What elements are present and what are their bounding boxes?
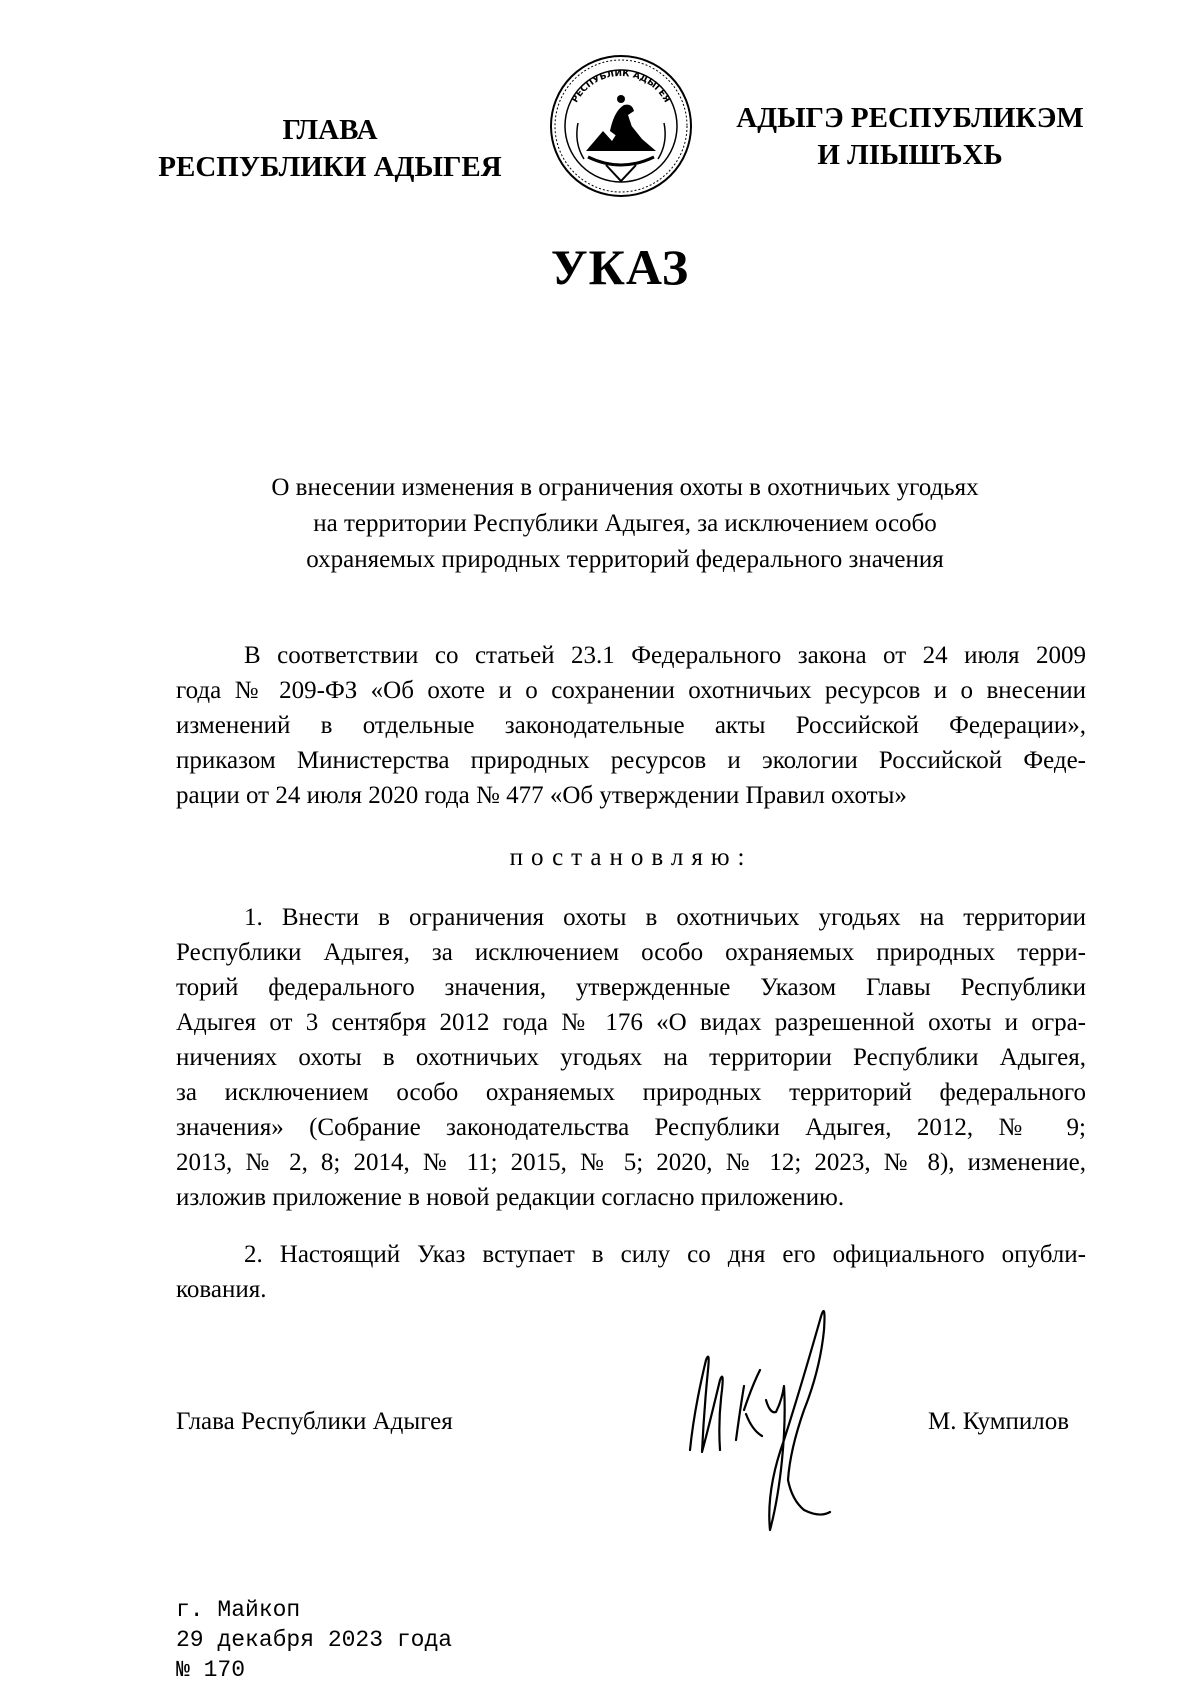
item-1-line: Адыгея от 3 сентября 2012 года № 176 «О видах разрешенной охоты и огра- [176,1009,1086,1036]
item-1-paragraph [176,900,1086,1215]
header-left-line1: ГЛАВА [282,114,378,146]
header-right-line1: АДЫГЭ РЕСПУБЛИКЭМ [736,102,1084,134]
document-title: УКАЗ [550,239,690,295]
subject-line: О внесении изменения в ограничения охоты в охотничьих угодьях [271,474,979,501]
header-left [150,112,510,186]
handwritten-signature [680,1290,890,1540]
decree-word: постановляю: [509,844,753,871]
item-1-line: значения» (Собрание законодательства Республики Адыгея, 2012, № 9; [176,1114,1086,1141]
item-2-paragraph [176,1237,1086,1307]
preamble-line: В соответствии со статьей 23.1 Федерального закона от 24 июля 2009 [244,642,1086,669]
item-1-line: Республики Адыгея, за исключением особо охраняемых природных терри- [176,939,1086,966]
item-1-line: 1. Внести в ограничения охоты в охотничьих угодьях на территории [244,904,1086,931]
document-subject [190,470,1060,578]
preamble-line: приказом Министерства природных ресурсов и экологии Российской Феде- [176,747,1086,774]
emblem-text: РЕСПУБЛИК АДЫГЕЯ [570,68,672,105]
item-1-line: 2013, № 2, 8; 2014, № 11; 2015, № 5; 2020, № 12; 2023, № 8), изменение, [176,1149,1086,1176]
item-1-line: ничениях охоты в охотничьих угодьях на территории Республики Адыгея, [176,1044,1086,1071]
emblem-seal [548,53,694,199]
preamble-line: года № 209-ФЗ «Об охоте и о сохранении охотничьих ресурсов и о внесении [176,677,1086,704]
signatory-title: Глава Республики Адыгея [176,1408,453,1435]
item-1-line: торий федерального значения, утвержденные Указом Главы Республики [176,974,1086,1001]
header-left-line2: РЕСПУБЛИКИ АДЫГЕЯ [158,151,502,183]
preamble-paragraph [176,638,1086,813]
item-1-line: за исключением особо охраняемых природных территорий федерального [176,1079,1086,1106]
item-2-line: кования. [176,1276,267,1303]
footer-city: г. Майкоп [176,1597,301,1623]
footer-date: 29 декабря 2023 года [176,1627,453,1653]
footer-number: № 170 [176,1657,246,1683]
preamble-line: рации от 24 июля 2020 года № 477 «Об утверждении Правил охоты» [176,782,907,809]
subject-line: на территории Республики Адыгея, за исключением особо [313,510,937,537]
document-footer [176,1595,452,1685]
header-right [720,100,1100,174]
signatory-name: М. Кумпилов [928,1408,1070,1435]
subject-line: охраняемых природных территорий федерального значения [306,546,944,573]
header-right-line2: И ЛІЫШЪХЬ [817,139,1003,171]
item-2-line: 2. Настоящий Указ вступает в силу со дня его официального опубли- [244,1241,1086,1268]
preamble-line: изменений в отдельные законодательные акты Российской Федерации», [176,712,1086,739]
item-1-line: изложив приложение в новой редакции согласно приложению. [176,1184,845,1211]
